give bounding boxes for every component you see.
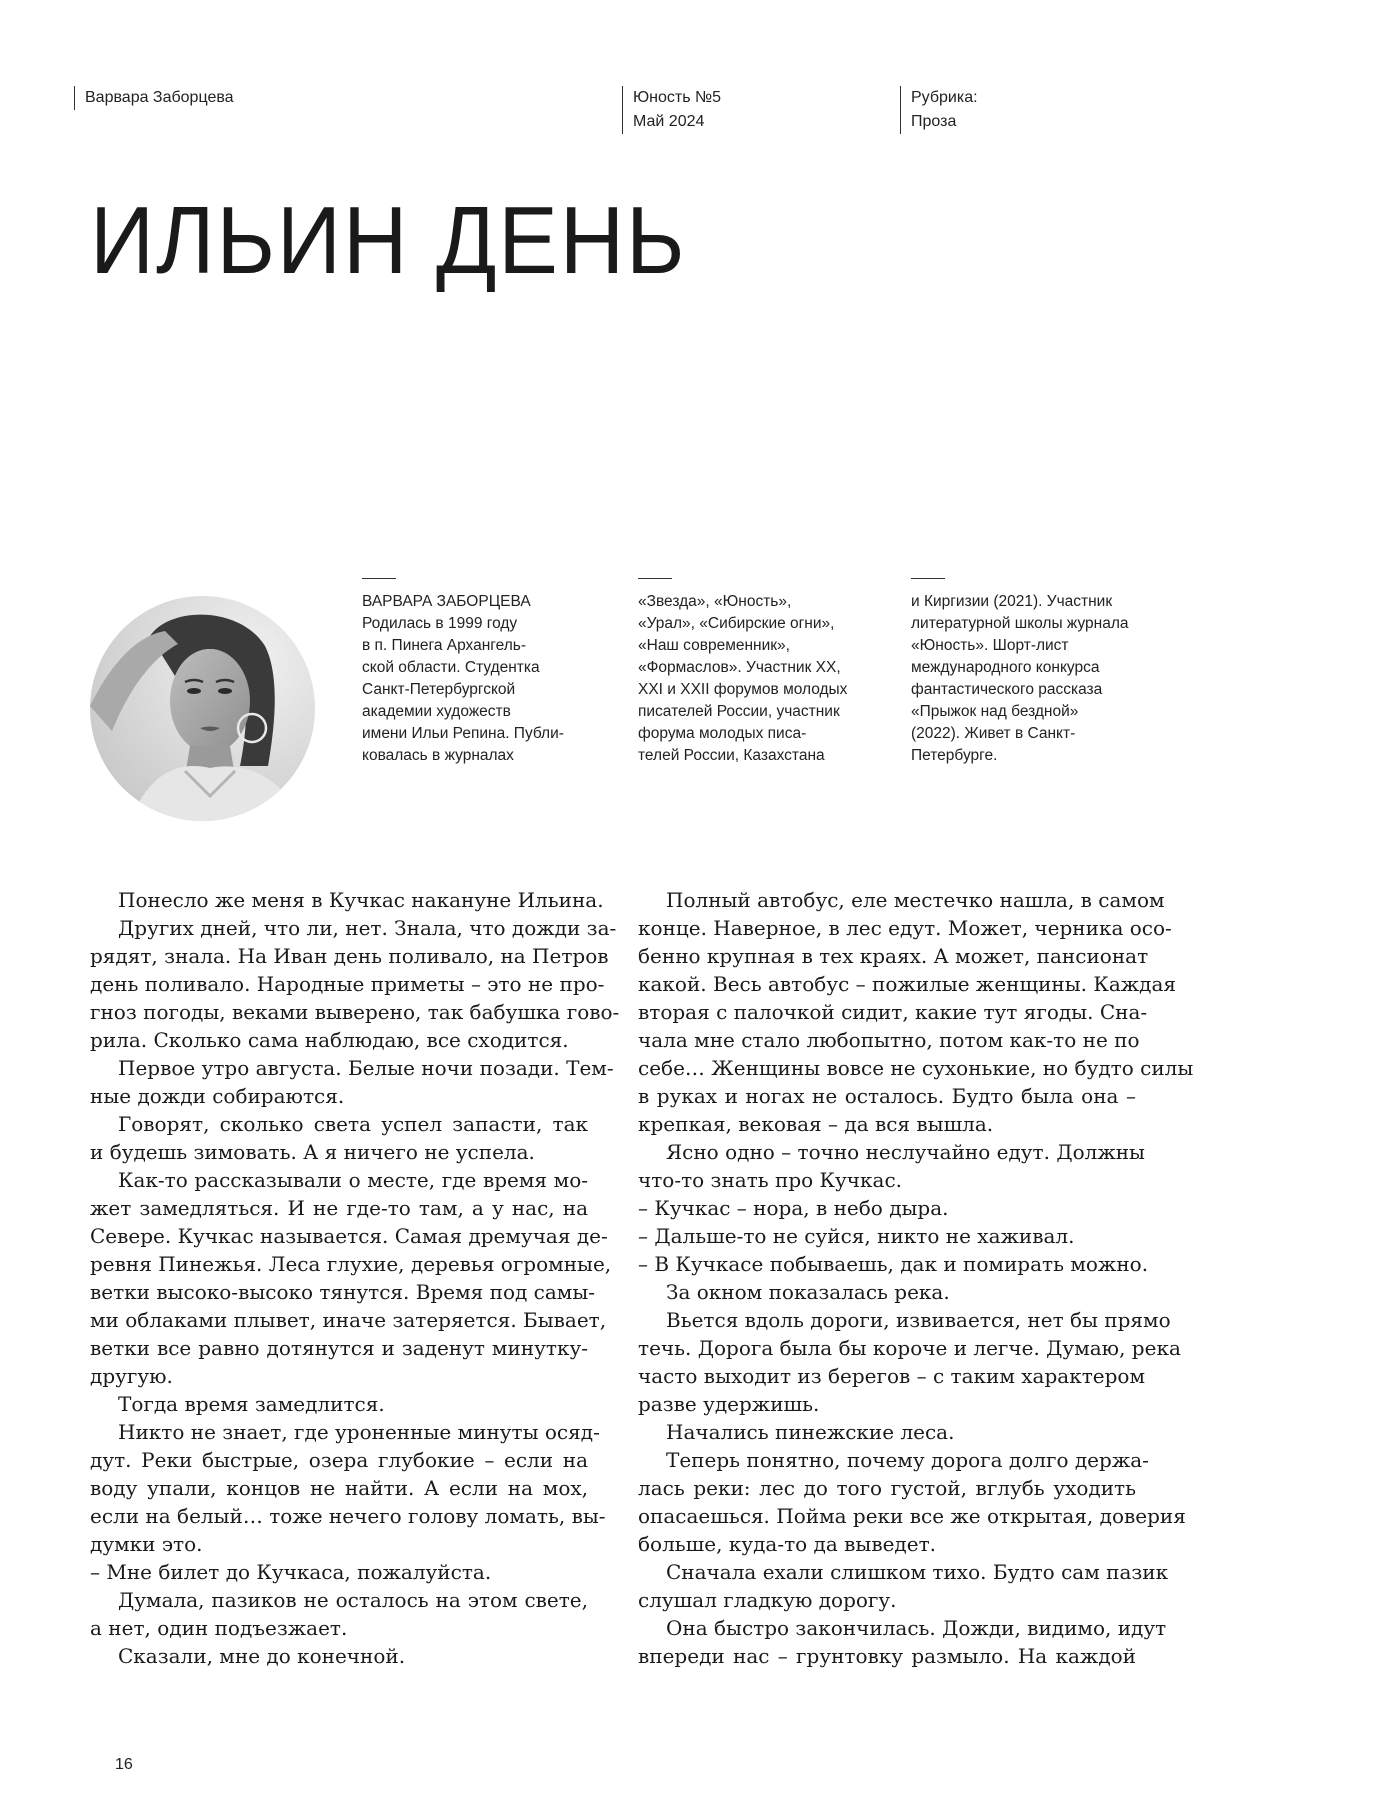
author-photo bbox=[90, 596, 315, 821]
bio-rule bbox=[638, 578, 672, 579]
text-line: Сначала ехали слишком тихо. Будто сам пазик bbox=[666, 1560, 1169, 1584]
text-line: впереди нас – грунтовку размыло. На каждой bbox=[638, 1644, 1136, 1668]
text-line: Вьется вдоль дороги, извивается, нет бы прямо bbox=[666, 1308, 1171, 1332]
bio-rule bbox=[362, 578, 396, 579]
text-line: если на белый… тоже нечего голову ломать, вы- bbox=[90, 1504, 606, 1528]
text-line: Она быстро закончилась. Дожди, видимо, идут bbox=[666, 1616, 1167, 1640]
text-line: в руках и ногах не осталось. Будто была она – bbox=[638, 1084, 1136, 1108]
text-line: Первое утро августа. Белые ночи позади. Тем- bbox=[118, 1056, 614, 1080]
header-author: Варвара Заборцева bbox=[85, 89, 234, 106]
text-line: Других дней, что ли, нет. Знала, что дожди за- bbox=[118, 916, 617, 940]
text-line: день поливало. Народные приметы – это не про- bbox=[90, 972, 605, 996]
text-line: Теперь понятно, почему дорога долго держа- bbox=[666, 1448, 1149, 1472]
bio-text-1: ВАРВАРА ЗАБОРЦЕВА Родилась в 1999 году в п. Пинега Архангель- ской области. Студентка Санкт-Петербургской академии художеств имени Ильи Репина. Публи- ковалась в журналах bbox=[362, 593, 564, 764]
header-issue: Юность №5 bbox=[633, 89, 722, 106]
header-author-block bbox=[74, 86, 234, 110]
header-issue-block bbox=[622, 86, 721, 134]
text-line: Думала, пазиков не осталось на этом свете, bbox=[118, 1588, 588, 1612]
text-line: Ясно одно – точно неслучайно едут. Должны bbox=[666, 1140, 1145, 1164]
text-line: слушал гладкую дорогу. bbox=[638, 1588, 897, 1612]
text-line: – Дальше-то не суйся, никто не хаживал. bbox=[638, 1224, 1075, 1248]
text-line: течь. Дорога была бы короче и легче. Думаю, река bbox=[638, 1336, 1181, 1360]
text-line: ветки высоко-высоко тянутся. Время под самы- bbox=[90, 1280, 596, 1304]
bio-column-2 bbox=[638, 578, 878, 767]
text-line: вторая с палочкой сидит, какие тут ягоды. Сна- bbox=[638, 1000, 1148, 1024]
text-line: другую. bbox=[90, 1364, 173, 1388]
text-line: ревня Пинежья. Леса глухие, деревья огромные, bbox=[90, 1252, 612, 1276]
text-line: и будешь зимовать. А я ничего не успела. bbox=[90, 1140, 535, 1164]
text-line: Севере. Кучкас называется. Самая дремучая де- bbox=[90, 1224, 608, 1248]
text-line: часто выходит из берегов – с таким характером bbox=[638, 1364, 1146, 1388]
text-line: Сказали, мне до конечной. bbox=[118, 1644, 406, 1668]
text-line: дут. Реки быстрые, озера глубокие – если на bbox=[90, 1448, 588, 1472]
bio-column-1 bbox=[362, 578, 602, 767]
text-line: ные дожди собираются. bbox=[90, 1084, 345, 1108]
text-line: конце. Наверное, в лес едут. Может, черника осо- bbox=[638, 916, 1172, 940]
text-line: Говорят, сколько света успел запасти, так bbox=[118, 1112, 588, 1136]
header-rubric-block bbox=[900, 86, 978, 134]
body-column-left bbox=[90, 886, 620, 1670]
bio-text-3: и Киргизии (2021). Участник литературной школы журнала «Юность». Шорт-лист международного конкурса фантастического рассказа «Прыжок над бездной» (2022). Живет в Санкт- Петербурге. bbox=[911, 593, 1129, 764]
text-line: а нет, один подъезжает. bbox=[90, 1616, 348, 1640]
text-line: Тогда время замедлится. bbox=[118, 1392, 385, 1416]
text-line: что-то знать про Кучкас. bbox=[638, 1168, 903, 1192]
text-line: рила. Сколько сама наблюдаю, все сходится. bbox=[90, 1028, 569, 1052]
text-line: чала мне стало любопытно, потом как-то не по bbox=[638, 1028, 1140, 1052]
text-line: Как-то рассказывали о месте, где время мо- bbox=[118, 1168, 588, 1192]
header-rubric-label: Рубрика: bbox=[911, 89, 978, 106]
header-rubric: Проза bbox=[911, 113, 957, 130]
bio-column-3 bbox=[911, 578, 1151, 767]
text-line: бенно крупная в тех краях. А может, пансионат bbox=[638, 944, 1149, 968]
text-line: лась реки: лес до того густой, вглубь уходить bbox=[638, 1476, 1136, 1500]
text-line: – В Кучкасе побываешь, дак и помирать можно. bbox=[638, 1252, 1149, 1276]
text-line: опасаешься. Пойма реки все же открытая, доверия bbox=[638, 1504, 1186, 1528]
text-line: думки это. bbox=[90, 1532, 203, 1556]
text-line: себе… Женщины вовсе не сухонькие, но будто силы bbox=[638, 1056, 1194, 1080]
text-line: жет замедляться. И не где-то там, а у нас, на bbox=[90, 1196, 588, 1220]
text-line: Понесло же меня в Кучкас накануне Ильина. bbox=[118, 888, 604, 912]
bio-rule bbox=[911, 578, 945, 579]
text-line: ми облаками плывет, иначе затеряется. Бывает, bbox=[90, 1308, 607, 1332]
bio-text-2: «Звезда», «Юность», «Урал», «Сибирские огни», «Наш современник», «Формаслов». Участник XX, XXI и XXII форумов молодых писателей России, участник форума молодых писа- телей России, Казахстана bbox=[638, 593, 848, 764]
text-line: крепкая, вековая – да вся вышла. bbox=[638, 1112, 994, 1136]
text-line: больше, куда-то да выведет. bbox=[638, 1532, 936, 1556]
text-line: За окном показалась река. bbox=[666, 1280, 950, 1304]
text-line: разве удержишь. bbox=[638, 1392, 820, 1416]
page-number: 16 bbox=[115, 1756, 133, 1773]
text-line: рядят, знала. На Иван день поливало, на Петров bbox=[90, 944, 609, 968]
text-line: какой. Весь автобус – пожилые женщины. Каждая bbox=[638, 972, 1177, 996]
text-line: – Кучкас – нора, в небо дыра. bbox=[638, 1196, 949, 1220]
body-column-right bbox=[638, 886, 1194, 1670]
text-line: Никто не знает, где уроненные минуты осяд- bbox=[118, 1420, 600, 1444]
text-line: воду упали, концов не найти. А если на мох, bbox=[90, 1476, 588, 1500]
text-line: – Мне билет до Кучкаса, пожалуйста. bbox=[90, 1560, 492, 1584]
text-line: Полный автобус, еле местечко нашла, в самом bbox=[666, 888, 1165, 912]
article-title: ИЛЬИН ДЕНЬ bbox=[90, 187, 687, 294]
text-line: гноз погоды, веками выверено, так бабушка гово- bbox=[90, 1000, 620, 1024]
header-date: Май 2024 bbox=[633, 113, 705, 130]
text-line: Начались пинежские леса. bbox=[666, 1420, 955, 1444]
text-line: ветки все равно дотянутся и заденут минутку- bbox=[90, 1336, 588, 1360]
